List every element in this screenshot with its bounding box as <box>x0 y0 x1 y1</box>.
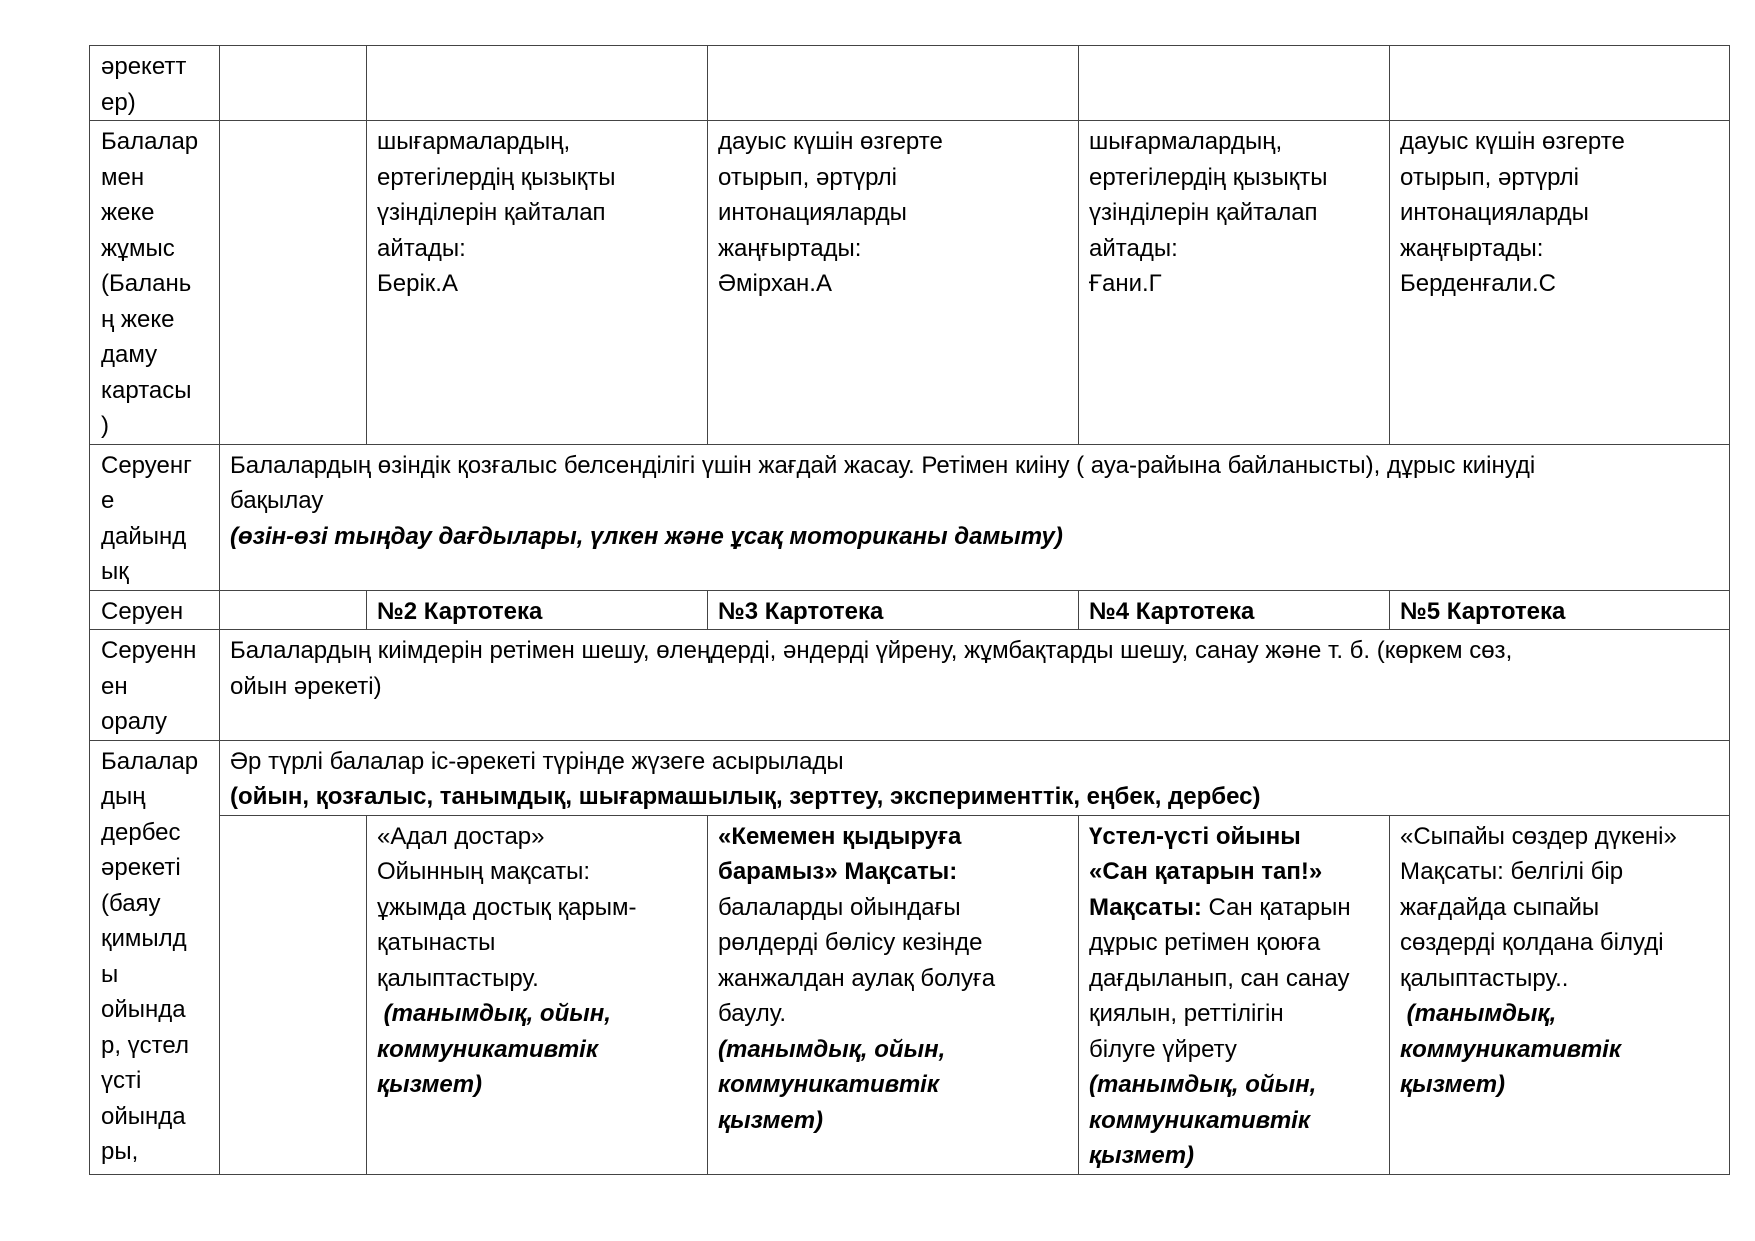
table-cell <box>1390 46 1730 121</box>
table-row <box>90 740 1730 815</box>
table-row <box>90 121 1730 445</box>
table-cell: «Адал достар» Ойынның мақсаты: ұжымда достық қарым- қатынасты қалыптастыру. (танымдық, ойын, коммуникативтік қызмет) <box>367 815 708 1174</box>
table-cell: дауыс күшін өзгерте отырып, әртүрлі интонацияларды жаңғыртады: Берденғали.С <box>1390 121 1730 445</box>
table-cell-merged: Әр түрлі балалар іс-әрекеті түрінде жүзеге асырылады (ойын, қозғалыс, танымдық, шығармашылық, зерттеу, эксперименттік, еңбек, дербес) <box>220 740 1730 815</box>
table-cell: «Сыпайы сөздер дүкені» Мақсаты: белгілі бір жағдайда сыпайы сөздерді қолдана білуді қалыптастыру.. (танымдық, коммуникативтік қызмет) <box>1390 815 1730 1174</box>
row-label: Балалар мен жеке жұмыс (Балань ң жеке даму картасы ) <box>90 121 220 445</box>
table-cell: «Кемемен қыдыруға барамыз» Мақсаты: балаларды ойындағы рөлдерді бөлісу кезінде жанжалдан аулақ болуға баулу. (танымдық, ойын, коммуникативтік қызмет) <box>708 815 1079 1174</box>
table-cell <box>367 46 708 121</box>
table-cell <box>220 815 367 1174</box>
table-cell: шығармалардың, ертегілердің қызықты үзінділерін қайталап айтады: Ғани.Г <box>1079 121 1390 445</box>
table-cell <box>220 46 367 121</box>
table-cell-merged: Балалардың киімдерін ретімен шешу, өлеңдерді, әндерді үйрену, жұмбақтарды шешу, санау және т. б. (көркем сөз, ойын әрекеті) <box>220 630 1730 741</box>
table-cell <box>220 121 367 445</box>
table-cell: №4 Картотека <box>1079 590 1390 630</box>
table-cell <box>1079 46 1390 121</box>
row-label: Серуенг е дайынд ық <box>90 444 220 590</box>
table-cell: №5 Картотека <box>1390 590 1730 630</box>
table-row <box>90 46 1730 121</box>
table-cell: дауыс күшін өзгерте отырып, әртүрлі интонацияларды жаңғыртады: Әмірхан.А <box>708 121 1079 445</box>
row-label: Балалар дың дербес әрекеті (баяу қимылд ы ойында р, үстел үсті ойында ры, <box>90 740 220 1174</box>
row-label: әрекетт ер) <box>90 46 220 121</box>
table-cell: №2 Картотека <box>367 590 708 630</box>
table-cell: шығармалардың, ертегілердің қызықты үзінділерін қайталап айтады: Берік.А <box>367 121 708 445</box>
table-row <box>90 590 1730 630</box>
schedule-table <box>89 45 1730 1175</box>
table-row <box>90 815 1730 1174</box>
table-cell <box>220 590 367 630</box>
row-label: Серуенн ен оралу <box>90 630 220 741</box>
table-row <box>90 630 1730 741</box>
table-cell: Үстел-үсті ойыны «Сан қатарын тап!» Мақсаты: Сан қатарын дұрыс ретімен қоюға дағдыланып, сан санау қиялын, реттілігін білуге үйрету (танымдық, ойын, коммуникативтік қызмет) <box>1079 815 1390 1174</box>
table-row <box>90 444 1730 590</box>
table-cell: №3 Картотека <box>708 590 1079 630</box>
table-cell-merged: Балалардың өзіндік қозғалыс белсенділігі үшін жағдай жасау. Ретімен киіну ( ауа-райына байланысты), дұрыс киінуді бақылау (өзін-өзі тыңдау дағдылары, үлкен және ұсақ моториканы дамыту) <box>220 444 1730 590</box>
table-cell <box>708 46 1079 121</box>
row-label: Серуен <box>90 590 220 630</box>
schedule-page <box>89 45 1729 1175</box>
